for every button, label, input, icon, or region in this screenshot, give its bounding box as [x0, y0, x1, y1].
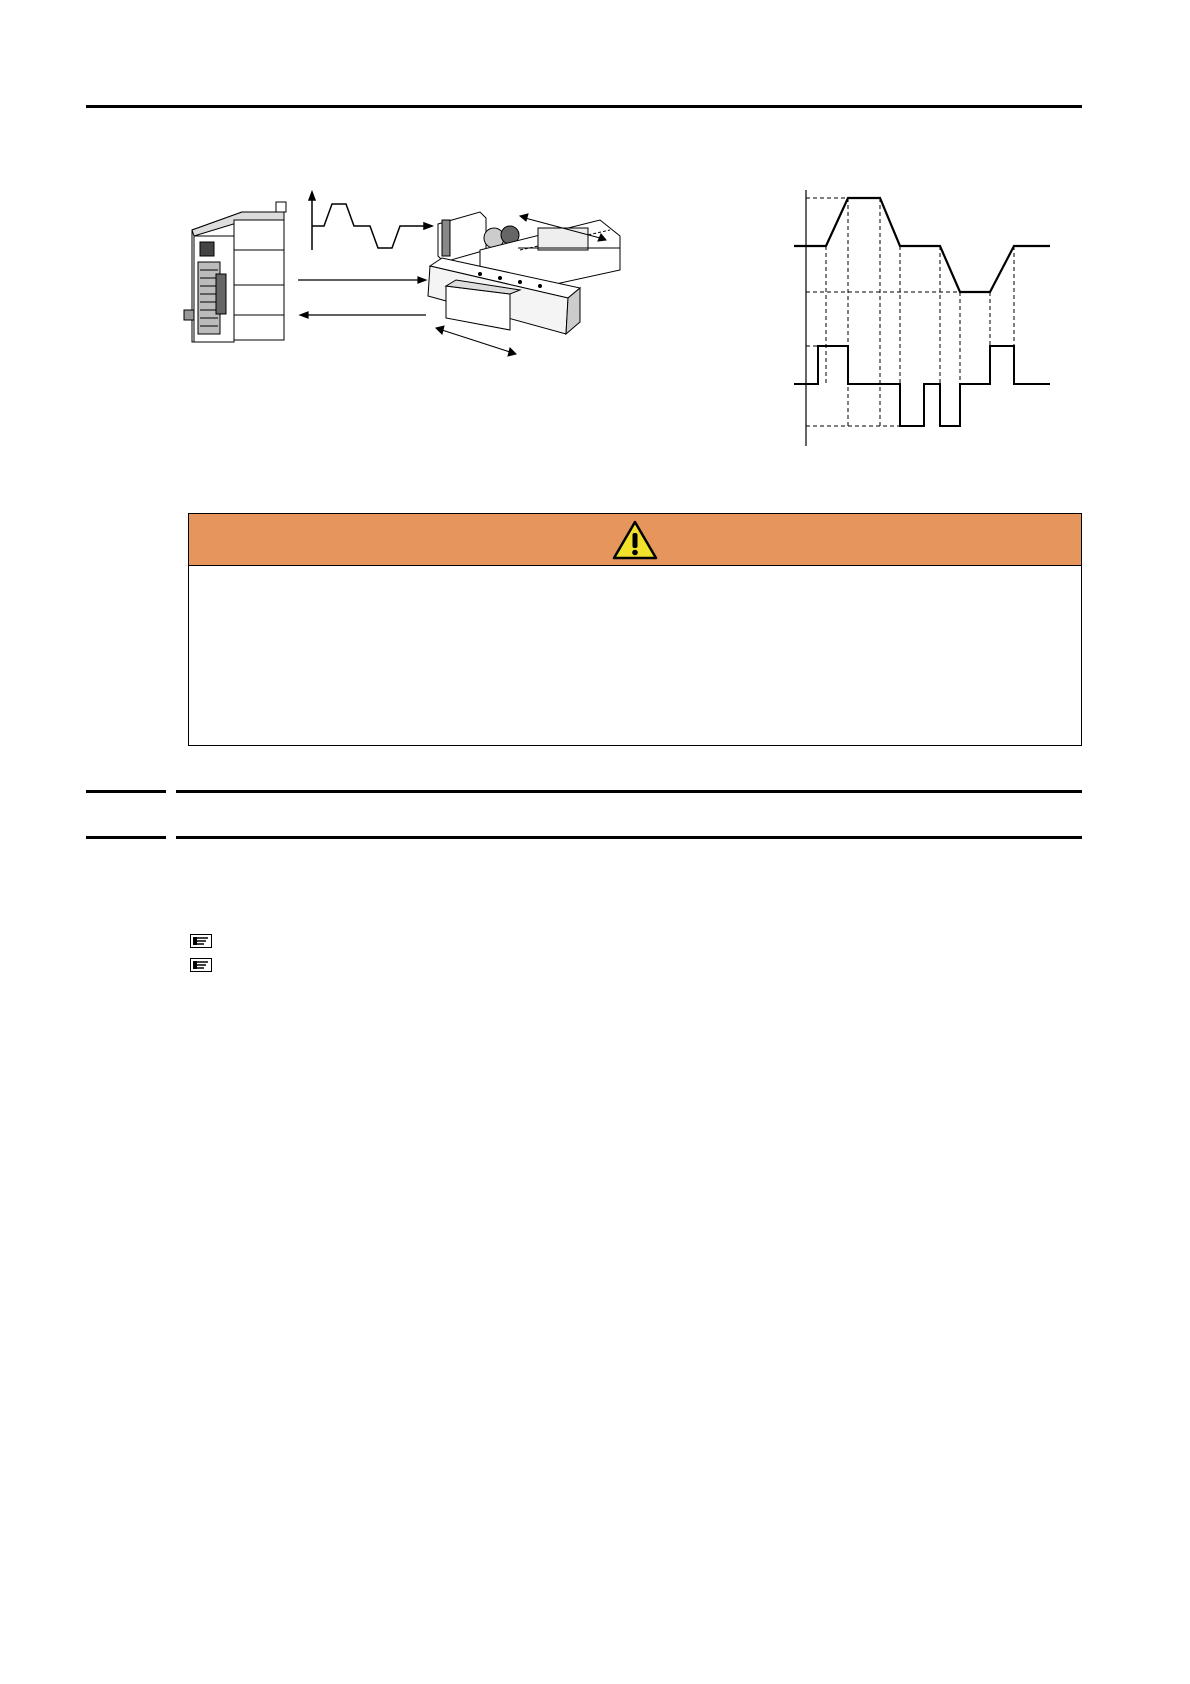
- speed-command-waveform: [309, 192, 432, 250]
- hand-pointer-icon: [190, 934, 212, 948]
- warning-body: [189, 566, 1081, 745]
- warning-header: [189, 514, 1081, 566]
- warning-triangle-icon: [611, 519, 659, 561]
- servo-system-figure: [180, 190, 670, 375]
- speed-profile-waveform: [794, 198, 1050, 292]
- servo-drive-illustration: [184, 202, 286, 342]
- section-rule-bottom-right: [176, 836, 1082, 839]
- pulse-signal-waveform: [794, 346, 1050, 426]
- warning-box: [188, 513, 1082, 746]
- section-rule-bottom-left: [86, 836, 166, 839]
- timing-chart-figure: [790, 188, 1060, 450]
- section-rule-top-left: [86, 790, 166, 793]
- hand-pointer-icon: [190, 958, 212, 972]
- header-rule: [86, 105, 1082, 108]
- reference-dashed-lines: [806, 198, 1014, 426]
- section-rule-top-right: [176, 790, 1082, 793]
- command-arrows: [298, 277, 426, 318]
